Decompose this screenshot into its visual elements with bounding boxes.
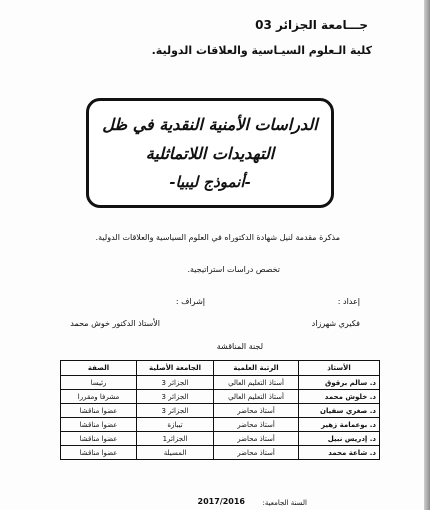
page-edge-shadow: [424, 0, 430, 510]
cell-role: رئيسا: [61, 376, 137, 390]
cell-professor: د. صغري سفيان: [299, 404, 380, 418]
committee-label: لجنة المناقشة: [216, 342, 263, 351]
cell-university: المسيلة: [137, 446, 214, 460]
cell-rank: أستاذ محاضر: [214, 404, 299, 418]
supervisor-name: الأستاذ الدكتور خوش محمد: [70, 319, 160, 328]
table-row: [61, 376, 380, 390]
prepared-by-name: فكيري شهرزاد: [311, 319, 360, 328]
col-header-rank: الرتبة العلمية: [214, 361, 299, 376]
cell-professor: د. شاعة محمد: [299, 446, 380, 460]
cell-rank: أستاذ التعليم العالي: [214, 390, 299, 404]
cell-university: الجزائر1: [137, 432, 214, 446]
cell-role: مشرفا ومقررا: [61, 390, 137, 404]
cell-professor: د. إدريس نبيل: [299, 432, 380, 446]
table-row: [61, 432, 380, 446]
cell-rank: أستاذ محاضر: [214, 418, 299, 432]
prepared-by-label: إعداد :: [337, 297, 360, 306]
col-header-role: الصفة: [61, 361, 137, 376]
university-name: جـــامعة الجزائر 03: [255, 18, 368, 32]
thesis-title-line-2: التهديدات اللاتماثلية: [145, 144, 275, 163]
thesis-title-line-3: -أنموذج ليبيا-: [169, 173, 251, 191]
cell-professor: د. بوعمامة زهير: [299, 418, 380, 432]
cell-university: الجزائر 3: [137, 404, 214, 418]
thesis-title-box: [86, 98, 334, 208]
col-header-university: الجامعة الأصلية: [137, 361, 214, 376]
cell-university: الجزائر 3: [137, 376, 214, 390]
cell-professor: د. خلوش محمد: [299, 390, 380, 404]
table-row: [61, 390, 380, 404]
col-header-professor: الأستاذ: [299, 361, 380, 376]
table-header-row: [61, 361, 380, 376]
cell-role: عضوا مناقشا: [61, 432, 137, 446]
table-row: [61, 418, 380, 432]
table-row: [61, 446, 380, 460]
thesis-title-line-1: الدراسات الأمنية النقدية في ظل: [102, 115, 318, 134]
cell-rank: أستاذ التعليم العالي: [214, 376, 299, 390]
cell-university: تيبازة: [137, 418, 214, 432]
cell-rank: أستاذ محاضر: [214, 446, 299, 460]
supervisor-label: إشراف :: [175, 297, 205, 306]
cell-role: عضوا مناقشا: [61, 418, 137, 432]
jury-table: [60, 360, 380, 460]
memo-text: مذكرة مقدمة لنيل شهادة الدكتوراه في العلوم السياسية والعلاقات الدولية.: [95, 233, 340, 242]
cell-university: الجزائر 3: [137, 390, 214, 404]
academic-year-label: السنة الجامعية:: [262, 499, 307, 507]
specialty-text: تخصص دراسات استراتيجية.: [187, 265, 280, 274]
cell-role: عضوا مناقشا: [61, 404, 137, 418]
cell-role: عضوا مناقشا: [61, 446, 137, 460]
academic-year-value: 2017/2016: [197, 497, 245, 506]
faculty-name: كلية الـعلوم السيـاسية والعلاقات الدولية.: [151, 44, 372, 57]
cell-rank: أستاذ محاضر: [214, 432, 299, 446]
table-row: [61, 404, 380, 418]
cell-professor: د. سالم برقوق: [299, 376, 380, 390]
